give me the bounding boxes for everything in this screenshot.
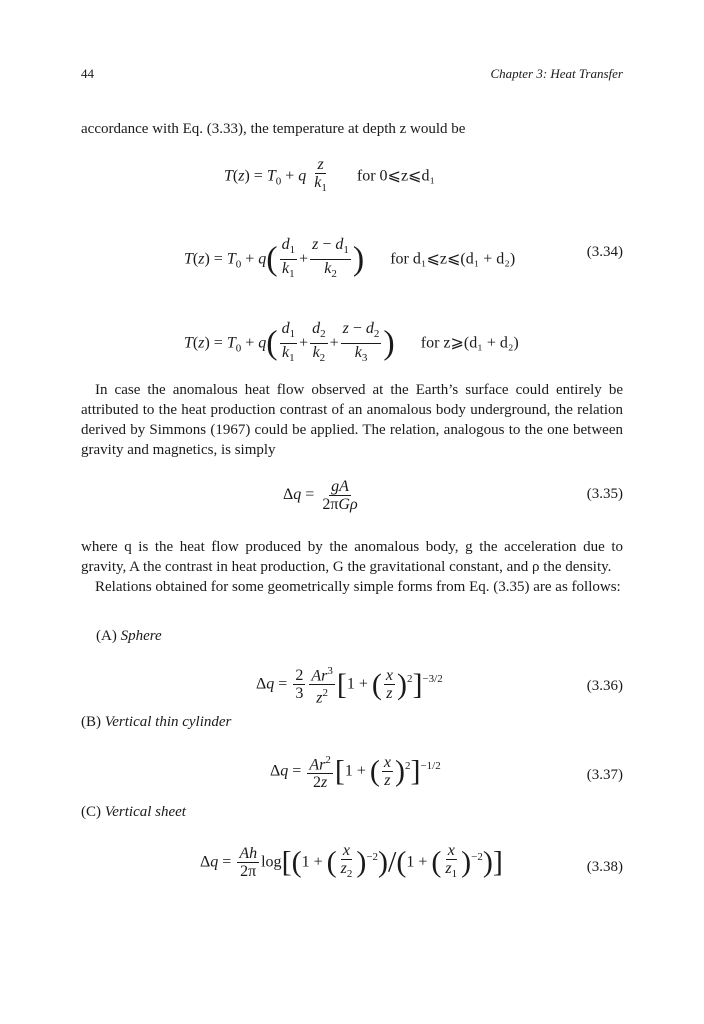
paragraph-definitions: where q is the heat flow produced by the anomalous body, g the acceleration due to gravity, A the contrast in heat production, G the gravitational constant, and ρ the density. Relations obtained for some geometrically simple forms from Eq. (3.35) are as follows: — [81, 539, 623, 595]
equation-number-3-36: (3.36) — [586, 678, 623, 694]
paragraph-simmons: In case the anomalous heat flow observed at the Earth’s surface could entirely be attributed to the heat production contrast of an anomalous body underground, the relation derived by Simmons (1967) could be applied. The relation, analogous to the one between gravity and magnetics, is simply — [81, 382, 623, 458]
equation-3-36: Δq = $\frac{2}{3}$ $\frac{Ar^3}{z^2}$ [1 + ( $\frac{x}{z}$ )$^2$]$^{-3/2}$ — [256, 665, 443, 707]
case-heading-sheet: (C) Vertical sheet — [81, 804, 186, 820]
equation-condition: for 0⩽z⩽d₁ — [356, 167, 436, 185]
equation-3-34a: $T(z) = T_0 + q$ $\frac{z}{k_1}$ for 0⩽z⩽d₁ — [224, 156, 436, 195]
equation-number-3-38: (3.38) — [586, 859, 623, 875]
paragraph-intro: accordance with Eq. (3.33), the temperature at depth z would be — [81, 121, 466, 137]
equation-3-35: Δq = $\frac{gA}{\text{2πGρ}}$ — [283, 478, 358, 513]
equation-condition: for z⩾(d₁ + d₂) — [420, 334, 519, 352]
case-heading-sphere: (A) Sphere — [96, 628, 162, 644]
equation-3-38: Δq = $\frac{Ah}{2\pi}$ log[(1 + ( $\frac{x}{z_2}$ )$^{-2}$)/(1 + ( $\frac{x}{z_1}$ )$^{-2}$)] — [200, 842, 503, 881]
page-number: 44 — [81, 66, 94, 81]
equation-number-3-37: (3.37) — [586, 767, 623, 783]
equation-3-34b: $T(z) = T_0 + q$( $\frac{d_1}{k_1}$ + $\frac{z - d_1}{k_2}$ ) for d₁⩽z⩽(d₁ + d₂) — [184, 236, 516, 281]
equation-number-3-35: (3.35) — [586, 486, 623, 502]
equation-condition: for d₁⩽z⩽(d₁ + d₂) — [390, 250, 516, 268]
equation-3-34c: $T(z) = T_0 + q$( $\frac{d_1}{k_1}$ + $\frac{d_2}{k_2}$ + $\frac{z - d_2}{k_3}$ ) for z⩾(d₁ + d₂) — [184, 320, 519, 365]
equation-3-37: Δq = $\frac{Ar^2}{2z}$ [1 + ( $\frac{x}{z}$ )$^2$]$^{-1/2}$ — [270, 754, 441, 792]
equation-number-3-34: (3.34) — [586, 244, 623, 260]
running-title: Chapter 3: Heat Transfer — [490, 66, 623, 81]
case-heading-cylinder: (B) Vertical thin cylinder — [81, 714, 232, 730]
